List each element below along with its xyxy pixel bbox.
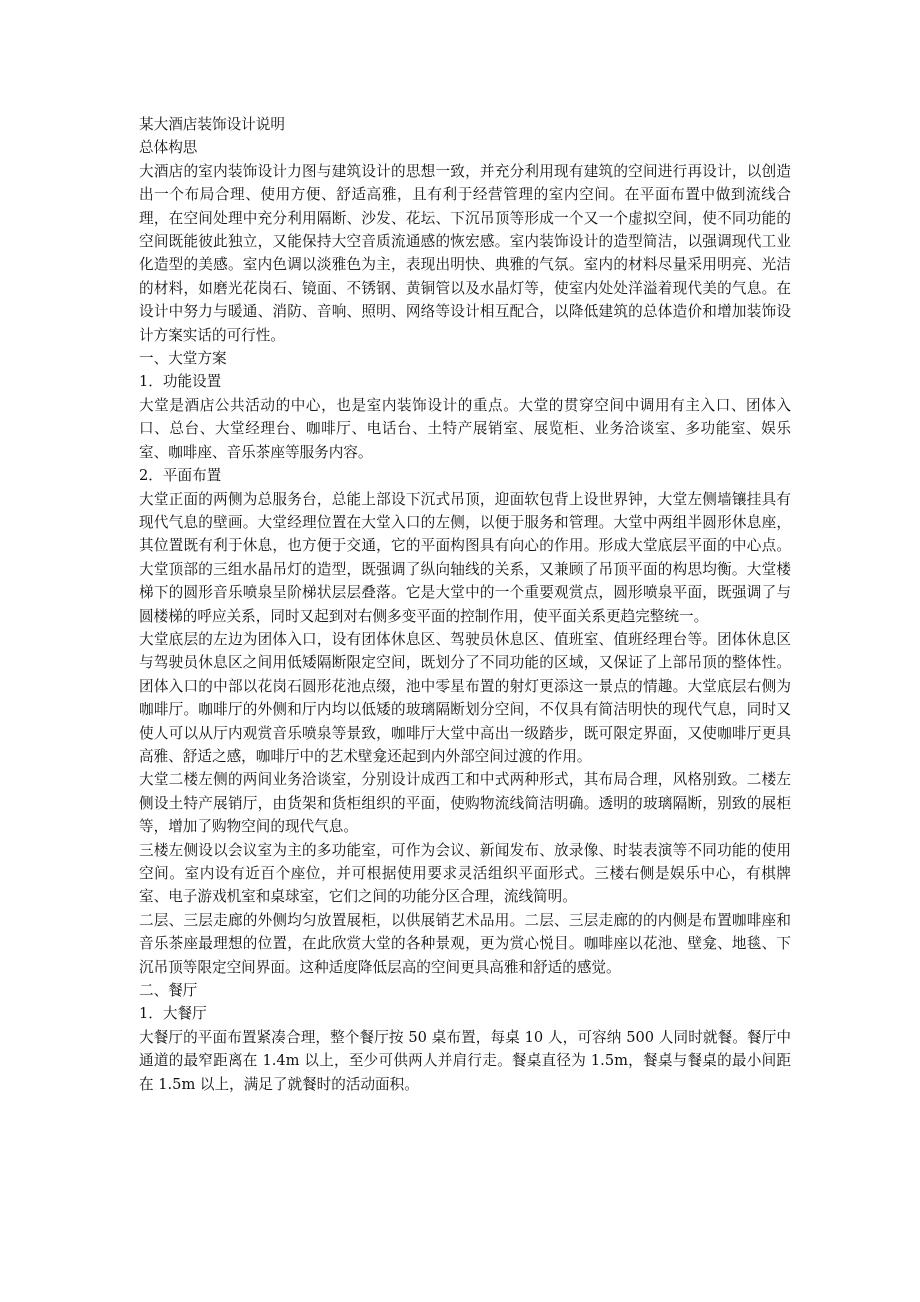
document-title: 某大酒店装饰设计说明 [139,116,285,133]
layout-paragraph-1: 大堂正面的两侧为总服务台，总能上部设下沉式吊顶，迎面软包背上设世界钟，大堂左侧墙镶挂具有现代气息的壁画。大堂经理位置在大堂入口的左侧，以便于服务和管理。大堂中两组半圆形休息座，其位置既有利于休息，也方便于交通，它的平面构图具有向心的作用。形成大堂底层平面的中心点。大堂顶部的三组水晶吊灯的造型，既强调了纵向轴线的关系，又兼顾了吊顶平面的构思均衡。大堂楼梯下的圆形音乐喷泉呈阶梯状层层叠落。它是大堂中的一个重要观赏点，圆形喷泉平面，既强调了与圆楼梯的呼应关系，同时又起到对右侧多变平面的控制作用，使平面关系更趋完整统一。 [139,490,791,625]
big-hall-paragraph: 大餐厅的平面布置紧凑合理，整个餐厅按 50 桌布置，每桌 10 人，可容纳 500 人同时就餐。餐厅中通道的最窄距离在 1.4m 以上，至少可供两人并肩行走。餐桌直径为 1.5m，餐桌与餐桌的最小间距在 1.5m 以上，满足了就餐时的活动面积。 [139,1028,791,1093]
layout-paragraph-2: 大堂底层的左边为团体入口，设有团体休息区、驾驶员休息区、值班室、值班经理台等。团体休息区与驾驶员休息区之间用低矮隔断限定空间，既划分了不同功能的区域，又保证了上部吊顶的整体性。团体入口的中部以花岗石圆形花池点缀，池中零星布置的射灯更添这一景点的情趣。大堂底层右侧为咖啡厅。咖啡厅的外侧和厅内均以低矮的玻璃隔断划分空间，不仅具有简洁明快的现代气息，同时又使人可以从厅内观赏音乐喷泉等景致，咖啡厅大堂中高出一级踏步，既可限定界面，又使咖啡厅更具高雅、舒适之感，咖啡厅中的艺术壁龛还起到内外部空间过渡的作用。 [139,630,791,765]
layout-paragraph-4: 三楼左侧设以会议室为主的多功能室，可作为会议、新闻发布、放录像、时装表演等不同功能的使用空间。室内设有近百个座位，并可根据使用要求灵活组织平面形式。三楼右侧是娱乐中心，有棋牌室、电子游戏机室和桌球室，它们之间的功能分区合理，流线简明。 [139,841,791,906]
subheading-big-hall: 1．大餐厅 [139,1005,207,1023]
overview-paragraph: 大酒店的室内装饰设计力图与建筑设计的思想一致，并充分利用现有建筑的空间进行再设计，以创造出一个布局合理、使用方便、舒适高雅，且有利于经营管理的室内空间。在平面布置中做到流线合理，在空间处理中充分利用隔断、沙发、花坛、下沉吊顶等形成一个又一个虚拟空间，使不同功能的空间既能彼此独立，又能保持大空音质流通感的恢宏感。室内装饰设计的造型简洁，以强调现代工业化造型的美感。室内色调以淡雅色为主，表现出明快、典雅的气氛。室内的材料尽量采用明亮、光洁的材料，如磨光花岗石、镜面、不锈钢、黄铜管以及水晶灯等，使室内处处洋溢着现代美的气息。在设计中努力与暖通、消防、音响、照明、网络等设计相互配合，以降低建筑的总体造价和增加装饰设计方案实话的可行性。 [139,162,791,344]
section-heading-lobby: 一、大堂方案 [139,350,227,368]
document-page [139,113,791,1096]
layout-paragraph-5: 二层、三层走廊的外侧均匀放置展柜，以供展销艺术品用。二层、三层走廊的的内侧是布置咖啡座和音乐茶座最理想的位置，在此欣赏大堂的各种景观，更为赏心悦目。咖啡座以花池、壁龛、地毯、下沉吊顶等限定空间界面。这种适度降低层高的空间更具高雅和舒适的感觉。 [139,911,791,976]
section-heading-restaurant: 二、餐厅 [139,982,198,1000]
subheading-layout: 2．平面布置 [139,467,222,485]
function-paragraph: 大堂是酒店公共活动的中心，也是室内装饰设计的重点。大堂的贯穿空间中调用有主入口、团体入口、总台、大堂经理台、咖啡厅、电话台、土特产展销室、展览柜、业务洽谈室、多功能室、娱乐室、咖啡座、音乐茶座等服务内容。 [139,396,791,461]
subheading-function: 1．功能设置 [139,373,222,391]
section-heading-overview: 总体构思 [139,139,198,157]
layout-paragraph-3: 大堂二楼左侧的两间业务洽谈室，分别设计成西工和中式两种形式，其布局合理，风格别致。二楼左侧设土特产展销厅，由货架和货柜组织的平面，使购物流线简洁明确。透明的玻璃隔断，别致的展柜等，增加了购物空间的现代气息。 [139,771,791,836]
